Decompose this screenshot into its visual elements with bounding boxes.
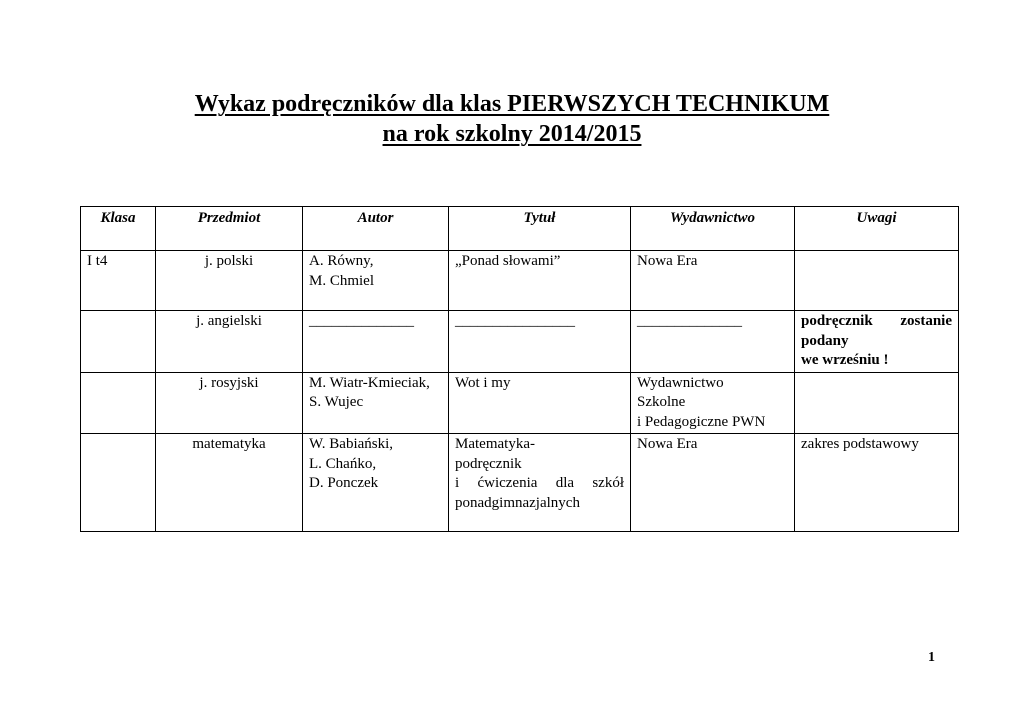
cell-uwagi xyxy=(795,434,959,532)
table-row xyxy=(81,372,959,434)
autor-line: M. Wiatr-Kmieciak, xyxy=(309,374,430,391)
wydawnictwo-line: Nowa Era xyxy=(637,253,698,269)
cell-tytul xyxy=(449,434,631,532)
textbook-table xyxy=(80,206,959,532)
cell-autor xyxy=(303,434,449,532)
uwagi-line: we wrześniu ! xyxy=(801,352,889,368)
wydawnictwo-line: Szkolne xyxy=(637,394,686,410)
wydawnictwo-line: ______________ xyxy=(637,313,742,329)
tytul-line: i ćwiczenia dla szkół ponadgimnazjalnych xyxy=(455,475,624,511)
table-row xyxy=(81,311,959,373)
cell-przedmiot: j. polski xyxy=(156,251,303,311)
tytul-line: Matematyka- xyxy=(455,436,535,452)
autor-line: D. Ponczek xyxy=(309,475,379,491)
autor-line: ______________ xyxy=(309,313,414,329)
cell-tytul xyxy=(449,372,631,434)
cell-wydawnictwo xyxy=(631,434,795,532)
cell-uwagi xyxy=(795,251,959,311)
document-title-line1: Wykaz podręczników dla klas PIERWSZYCH TECHNIKUM xyxy=(194,91,830,117)
autor-line: S. Wujec xyxy=(309,394,364,410)
cell-przedmiot: j. angielski xyxy=(156,311,303,373)
cell-klasa xyxy=(81,372,156,434)
cell-tytul xyxy=(449,251,631,311)
header-klasa: Klasa xyxy=(81,207,156,251)
cell-wydawnictwo xyxy=(631,372,795,434)
cell-wydawnictwo xyxy=(631,311,795,373)
tytul-line: ________________ xyxy=(455,313,575,329)
tytul-line: Wot i my xyxy=(455,374,511,391)
uwagi-line: zakres podstawowy xyxy=(801,436,919,452)
autor-line: M. Chmiel xyxy=(309,272,375,289)
cell-autor xyxy=(303,251,449,311)
header-uwagi: Uwagi xyxy=(795,207,959,251)
wydawnictwo-line: i Pedagogiczne PWN xyxy=(637,413,766,430)
tytul-line: podręcznik xyxy=(455,455,522,472)
cell-wydawnictwo xyxy=(631,251,795,311)
header-przedmiot: Przedmiot xyxy=(156,207,303,251)
wydawnictwo-line: Wydawnictwo xyxy=(637,374,724,391)
cell-autor xyxy=(303,372,449,434)
cell-tytul xyxy=(449,311,631,373)
header-autor: Autor xyxy=(303,207,449,251)
table-header-row xyxy=(81,207,959,251)
cell-klasa: I t4 xyxy=(81,251,156,311)
table-row xyxy=(81,434,959,532)
cell-klasa xyxy=(81,434,156,532)
autor-line: L. Chańko, xyxy=(309,455,377,472)
document-title-line2: na rok szkolny 2014/2015 xyxy=(382,121,642,147)
cell-przedmiot: j. rosyjski xyxy=(156,372,303,434)
header-tytul: Tytuł xyxy=(449,207,631,251)
wydawnictwo-line: Nowa Era xyxy=(637,436,698,452)
cell-uwagi xyxy=(795,372,959,434)
autor-line: A. Równy, xyxy=(309,253,374,269)
cell-autor xyxy=(303,311,449,373)
cell-uwagi xyxy=(795,311,959,373)
page-number: 1 xyxy=(928,650,935,665)
uwagi-line: podręcznik zostanie podany xyxy=(801,313,952,349)
cell-przedmiot: matematyka xyxy=(156,434,303,532)
table-row xyxy=(81,251,959,311)
header-wydawnictwo: Wydawnictwo xyxy=(631,207,795,251)
cell-klasa xyxy=(81,311,156,373)
autor-line: W. Babiański, xyxy=(309,436,394,452)
tytul-line: „Ponad słowami” xyxy=(455,253,561,269)
